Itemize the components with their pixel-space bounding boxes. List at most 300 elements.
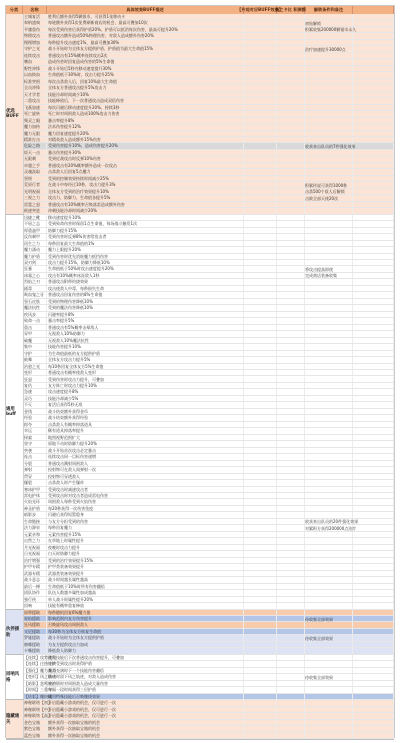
- unlock-condition-cell: [305, 532, 353, 537]
- buff-name: 金钱: [23, 409, 47, 414]
- buff-name: 破魔: [23, 338, 47, 343]
- limit-cell: [277, 137, 305, 142]
- extra-cell: [353, 532, 394, 537]
- limit-cell: [277, 402, 305, 407]
- extra-cell: [353, 221, 394, 226]
- appearance-cell: [244, 733, 277, 738]
- unlock-condition-cell: [305, 169, 353, 174]
- extra-cell: [353, 79, 394, 84]
- appearance-cell: [244, 642, 277, 647]
- appearance-cell: [244, 111, 277, 116]
- buff-name: 【连续】攻势激发: [24, 654, 56, 660]
- buff-name: 魔力护盾: [23, 254, 47, 259]
- buff-name: 冰霜之心: [23, 273, 47, 278]
- extra-cell: [353, 312, 394, 317]
- extra-cell: [353, 364, 394, 369]
- appearance-cell: [244, 98, 277, 103]
- buff-name: 天才学者: [23, 92, 47, 97]
- buff-description: 友方阵亡时攻击力提升10%: [47, 383, 244, 388]
- table-header: [6, 6, 394, 14]
- buff-description: 额外获得一次抽取宝箱的机会: [47, 726, 244, 731]
- limit-cell: [277, 318, 305, 323]
- buff-description: 每秒回复魔力: [47, 525, 244, 530]
- buff-description: 击杀敌人后回复5点魔力: [47, 169, 244, 174]
- limit-cell: [277, 53, 305, 58]
- unlock-condition-cell: [305, 137, 353, 142]
- unlock-condition-cell: [305, 487, 353, 492]
- appearance-cell: [244, 241, 277, 246]
- table-row: [6, 124, 394, 130]
- buff-name: 蓝色宝箱: [23, 733, 47, 738]
- extra-cell: [353, 189, 394, 194]
- limit-cell: [277, 610, 305, 615]
- limit-cell: [277, 46, 305, 51]
- buff-name: 不灭: [23, 402, 47, 407]
- limit-cell: [277, 415, 305, 420]
- buff-description: 稀有道具掉落率提升: [47, 428, 244, 433]
- limit-cell: [277, 661, 305, 666]
- buff-description: 死亡时对周围敌人造成100%攻击力伤害: [47, 111, 244, 116]
- unlock-condition-cell: [305, 461, 353, 466]
- limit-cell: [277, 687, 305, 692]
- unlock-condition-cell: [305, 558, 353, 563]
- buff-description: 胜利后额外获得5颗银币，可获得1张移动卡: [47, 14, 244, 19]
- appearance-cell: [244, 105, 277, 110]
- unlock-condition-cell: [305, 661, 353, 666]
- limit-cell: [277, 312, 305, 317]
- limit-cell: [277, 733, 305, 738]
- appearance-cell: [244, 150, 277, 155]
- limit-cell: [277, 674, 305, 679]
- limit-cell: [277, 493, 305, 498]
- unlock-condition-cell: [305, 131, 353, 136]
- extra-cell: [353, 105, 394, 110]
- buff-description: 复活后获得5秒无敌: [47, 402, 244, 407]
- appearance-cell: [244, 648, 277, 653]
- unlock-condition-cell: [305, 506, 353, 511]
- buff-description: 每10秒回复全体友方5%生命值: [47, 364, 244, 369]
- appearance-cell: [244, 435, 277, 440]
- appearance-cell: [244, 610, 277, 615]
- buff-name: 月光祝福: [23, 545, 47, 550]
- buff-name: 火焰光环: [23, 499, 47, 504]
- extra-cell: [353, 674, 394, 679]
- unlock-condition-cell: [305, 105, 353, 110]
- buff-name: 灵巧: [23, 396, 47, 401]
- limit-cell: [277, 655, 305, 660]
- unlock-condition-cell: [305, 454, 353, 459]
- buff-description: 受到攻击时减速攻击者: [47, 487, 244, 492]
- limit-cell: [277, 389, 305, 394]
- buff-description: 在战斗中每经过10秒，攻击力提升3%: [47, 182, 244, 187]
- unlock-condition-cell: [305, 493, 353, 498]
- buff-name: 经验: [23, 415, 47, 420]
- unlock-condition-cell: [305, 707, 353, 712]
- appearance-cell: [244, 299, 277, 304]
- buff-description: 额外获得一次抽取宝箱的机会: [47, 720, 244, 725]
- unlock-condition-cell: [305, 415, 353, 420]
- buff-name: 卓越之手: [23, 163, 47, 168]
- appearance-cell: [244, 143, 277, 148]
- buff-description: 与友方分担受到的伤害: [47, 519, 244, 524]
- extra-cell: [353, 72, 394, 77]
- buff-description: 普通攻击有概率使敌人变形: [47, 370, 244, 375]
- buff-description: 连续攻击同一目标伤害递增: [47, 454, 244, 459]
- appearance-cell: [244, 448, 277, 453]
- buff-name: 急速: [23, 389, 47, 394]
- limit-cell: [277, 707, 305, 712]
- unlock-note: 收获来自队员的20件强化效果: [305, 519, 359, 525]
- category-label: 伙伴援助: [6, 610, 24, 655]
- extra-cell: [353, 215, 394, 220]
- extra-cell: [353, 292, 394, 297]
- buff-description: 技能释放后，下一次普通攻击造成双倍伤害: [47, 98, 244, 103]
- category-label: 隐藏通关: [6, 700, 24, 739]
- buff-name: 分裂: [23, 461, 47, 466]
- extra-cell: [353, 435, 394, 440]
- appearance-cell: [244, 163, 277, 168]
- buff-description: 影响范围内友方伤害提升: [47, 616, 244, 621]
- buff-name: 护甲专精: [23, 564, 47, 569]
- buff-description: 攻击有10%概率冰冻敌人1秒: [47, 273, 244, 278]
- buff-name: 紫色宝箱: [23, 726, 47, 731]
- extra-cell: [353, 487, 394, 492]
- limit-cell: [277, 461, 305, 466]
- buff-description: 魔力回复速度提升20%: [47, 131, 244, 136]
- extra-cell: [353, 402, 394, 407]
- buff-description: 额外获得一次抽取宝箱的机会: [47, 733, 244, 738]
- extra-cell: [353, 571, 394, 576]
- buff-name: 【暗影】悲鸣守护: [24, 680, 56, 686]
- buff-description: 法术伤害提升12%: [47, 124, 244, 129]
- appearance-cell: [244, 571, 277, 576]
- unlock-condition-cell: [305, 441, 353, 446]
- unlock-condition-cell: [305, 92, 353, 97]
- buff-name: 危险之路: [23, 143, 47, 148]
- buff-name: 自然之力: [23, 538, 47, 543]
- table-row: [6, 551, 394, 557]
- extra-cell: [353, 622, 394, 627]
- appearance-cell: [244, 700, 277, 705]
- limit-cell: [277, 370, 305, 375]
- appearance-cell: [244, 124, 277, 129]
- extra-cell: [353, 603, 394, 608]
- extra-cell: [353, 20, 394, 25]
- buff-description: 夜晚时攻击力提升: [47, 545, 244, 550]
- buff-name: 独行侠: [23, 597, 47, 602]
- extra-cell: [353, 111, 394, 116]
- extra-cell: [353, 370, 394, 375]
- unlock-condition-cell: [305, 545, 353, 550]
- limit-cell: [277, 474, 305, 479]
- unlock-condition-cell: [305, 299, 353, 304]
- limit-cell: [277, 202, 305, 207]
- buff-description: 受到的魔法伤害降低10%: [47, 305, 244, 310]
- appearance-cell: [244, 622, 277, 627]
- header-extra: [353, 6, 394, 14]
- buff-name: 主城复活: [23, 14, 47, 19]
- buff-description: 受到致命伤害时保留1点生命值，每场战斗触发1次: [47, 221, 244, 226]
- appearance-cell: [244, 441, 277, 446]
- extra-cell: [353, 351, 394, 356]
- table-row: [6, 622, 394, 628]
- buff-description: 技能冷却时间减少10%: [47, 92, 244, 97]
- appearance-cell: [244, 254, 277, 259]
- unlock-condition-cell: [305, 700, 353, 705]
- unlock-condition-cell: [305, 577, 353, 582]
- buff-name: 突袭: [23, 448, 47, 453]
- buff-name: 【变形】风之轨迹: [24, 674, 56, 680]
- limit-cell: [277, 169, 305, 174]
- buff-name: 罗娅援助: [23, 635, 47, 640]
- buff-name: 标准突围: [23, 79, 47, 84]
- buff-description: 武器类装备效果提升: [47, 571, 244, 576]
- unlock-condition-cell: [305, 622, 353, 627]
- limit-cell: [277, 357, 305, 362]
- unlock-condition-cell: [305, 279, 353, 284]
- header-category: 分类: [6, 6, 23, 14]
- buff-name: 无限刺: [23, 156, 47, 161]
- extra-cell: [353, 234, 394, 239]
- unlock-condition-cell: [305, 202, 353, 207]
- limit-cell: [277, 195, 305, 200]
- appearance-cell: [244, 260, 277, 265]
- buff-description: 普通攻击附带灼烧效果: [47, 279, 244, 284]
- buff-description: 魔力充满时下一个技能伤害翻倍: [47, 668, 244, 673]
- unlock-condition-cell: [305, 98, 353, 103]
- appearance-cell: [244, 195, 277, 200]
- buff-description: 单人战斗时属性提升20%: [47, 597, 244, 602]
- buff-name: 爆裂: [23, 480, 47, 485]
- extra-cell: [353, 668, 394, 673]
- buff-description: 为生命值最低的友方提供护盾: [47, 351, 244, 356]
- buff-description: 生命值低于50%时攻击速度提升20%: [47, 266, 244, 271]
- buff-description: 普通攻击有20%概率额外造成一次攻击: [47, 163, 244, 168]
- buff-name: 烈焰之刃: [23, 279, 47, 284]
- unlock-condition-cell: [305, 597, 353, 602]
- limit-cell: [277, 642, 305, 647]
- extra-cell: [353, 241, 394, 246]
- limit-cell: [277, 124, 305, 129]
- unlock-note: 击杀500个敌人后解锁: [305, 189, 345, 195]
- extra-cell: [353, 118, 394, 123]
- buff-name: 最后一搏: [23, 584, 47, 589]
- appearance-cell: [244, 182, 277, 187]
- unlock-note: 击败全部天使20次: [305, 195, 339, 201]
- unlock-condition-cell: [305, 564, 353, 569]
- limit-cell: [277, 648, 305, 653]
- buff-name: 聚灵之眼: [23, 118, 47, 123]
- limit-cell: [277, 448, 305, 453]
- extra-cell: [353, 396, 394, 401]
- appearance-cell: [244, 312, 277, 317]
- buff-name: 魔力涌动: [23, 247, 47, 252]
- unlock-condition-cell: [305, 208, 353, 213]
- limit-cell: [277, 234, 305, 239]
- unlock-condition-cell: [305, 33, 353, 38]
- limit-cell: [277, 713, 305, 718]
- buff-name: 狂风援助: [23, 622, 47, 627]
- buff-description: 闪避后获得短暂隐身: [47, 512, 244, 517]
- appearance-cell: [244, 14, 277, 19]
- buff-name: 光明祝福: [23, 189, 47, 194]
- extra-cell: [353, 661, 394, 666]
- buff-description: 暴击伤害提升30%: [47, 150, 244, 155]
- buff-name: 连击: [23, 454, 47, 459]
- limit-cell: [277, 66, 305, 71]
- appearance-cell: [244, 389, 277, 394]
- unlock-note: 初始解锁: [305, 20, 321, 26]
- buff-name: 神圣护盾: [23, 506, 47, 511]
- extra-cell: [353, 46, 394, 51]
- appearance-cell: [244, 66, 277, 71]
- limit-cell: [277, 260, 305, 265]
- buff-name: 物理攻击: [23, 33, 47, 38]
- extra-cell: [353, 551, 394, 556]
- buff-name: 魔力加持: [23, 124, 47, 129]
- buff-name: 战斗意志: [23, 577, 47, 582]
- buff-name: 坚守: [23, 441, 47, 446]
- limit-cell: [277, 241, 305, 246]
- limit-cell: [277, 59, 305, 64]
- unlock-condition-cell: [305, 156, 353, 161]
- appearance-cell: [244, 726, 277, 731]
- appearance-cell: [244, 597, 277, 602]
- appearance-cell: [244, 234, 277, 239]
- extra-cell: [353, 131, 394, 136]
- buff-name: 疾风步: [23, 312, 47, 317]
- unlock-condition-cell: [305, 655, 353, 660]
- limit-cell: [277, 208, 305, 213]
- buff-description: 全体友方攻击力提升5%: [47, 357, 244, 362]
- extra-cell: [353, 137, 394, 142]
- extra-cell: [353, 247, 394, 252]
- unlock-condition-cell: [305, 66, 353, 71]
- appearance-cell: [244, 344, 277, 349]
- buff-name: 慢慢增加: [23, 40, 47, 45]
- buff-description: 攻击速度提升8%: [47, 389, 244, 394]
- extra-cell: [353, 597, 394, 602]
- appearance-cell: [244, 474, 277, 479]
- unlock-condition-cell: [305, 79, 353, 84]
- extra-cell: [353, 629, 394, 634]
- buff-description: 无视敌人10%防御力: [47, 331, 244, 336]
- limit-cell: [277, 681, 305, 686]
- buff-name: 【时间】三重守: [24, 687, 52, 693]
- appearance-cell: [244, 584, 277, 589]
- limit-cell: [277, 286, 305, 291]
- table-row: [6, 169, 394, 175]
- extra-cell: [353, 733, 394, 738]
- buff-description: 在草地上时属性提升: [47, 538, 244, 543]
- extra-cell: [353, 726, 394, 731]
- extra-cell: [353, 33, 394, 38]
- table-row: [6, 279, 394, 285]
- unlock-condition-cell: [305, 292, 353, 297]
- limit-cell: [277, 20, 305, 25]
- table-row: [6, 687, 394, 693]
- appearance-cell: [244, 493, 277, 498]
- buff-name: 吸血鬼之牙: [23, 292, 47, 297]
- buff-table: [5, 5, 395, 738]
- limit-cell: [277, 92, 305, 97]
- buff-description: 闪避率提升8%: [47, 312, 244, 317]
- limit-cell: [277, 40, 305, 45]
- buff-name: 奉纳盛典: [23, 20, 47, 25]
- unlock-condition-cell: [305, 629, 353, 634]
- category-label: 通用buff: [6, 215, 24, 610]
- extra-cell: [353, 461, 394, 466]
- buff-description: 战斗结束额外获得经验: [47, 415, 244, 420]
- buff-name: 重击: [23, 325, 47, 330]
- buff-name: 弹射: [23, 467, 47, 472]
- limit-cell: [277, 428, 305, 433]
- limit-cell: [277, 351, 305, 356]
- unlock-condition-cell: [305, 435, 353, 440]
- buff-name: 幸运: [23, 428, 47, 433]
- appearance-cell: [244, 512, 277, 517]
- buff-name: 守护之光: [23, 46, 47, 51]
- limit-cell: [277, 396, 305, 401]
- appearance-cell: [244, 558, 277, 563]
- extra-cell: [353, 169, 394, 174]
- extra-cell: [353, 40, 394, 45]
- appearance-cell: [244, 655, 277, 660]
- unlock-condition-cell: [305, 286, 353, 291]
- appearance-cell: [244, 189, 277, 194]
- appearance-cell: [244, 59, 277, 64]
- extra-cell: [353, 195, 394, 200]
- extra-cell: [353, 707, 394, 712]
- buff-description: 每次受到伤害后获得护盾20%，护盾可以抵消每次伤害，最高可提升20%: [47, 27, 244, 32]
- extra-cell: [353, 499, 394, 504]
- limit-cell: [277, 292, 305, 297]
- appearance-cell: [244, 461, 277, 466]
- appearance-cell: [244, 208, 277, 213]
- buff-name: 魔法抗性: [23, 305, 47, 310]
- limit-cell: [277, 266, 305, 271]
- limit-cell: [277, 163, 305, 168]
- buff-name: 双刃剑: [23, 260, 47, 265]
- unlock-condition-cell: [305, 428, 353, 433]
- unlock-note: 对累积方获得200000点治疗: [305, 525, 357, 531]
- appearance-cell: [244, 707, 277, 712]
- unlock-note: 收获来自队员的7件强化效果: [305, 143, 356, 149]
- limit-cell: [277, 305, 305, 310]
- buff-description: 受到的物理伤害降低10%: [47, 299, 244, 304]
- buff-description: 战斗开始后5秒内移动速度提升30%: [47, 66, 244, 71]
- limit-cell: [277, 105, 305, 110]
- table-row: [6, 98, 394, 104]
- extra-cell: [353, 713, 394, 718]
- limit-cell: [277, 189, 305, 194]
- unlock-condition-cell: [305, 448, 353, 453]
- limit-cell: [277, 532, 305, 537]
- limit-cell: [277, 143, 305, 148]
- appearance-cell: [244, 357, 277, 362]
- buff-description: 每秒提升攻击速度1%，最高可叠加30%: [47, 40, 244, 45]
- buff-description: 战斗时间越长属性越高: [47, 577, 244, 582]
- unlock-condition-cell: [305, 409, 353, 414]
- buff-name: 荒原行者: [23, 182, 47, 187]
- extra-cell: [353, 642, 394, 647]
- limit-cell: [277, 441, 305, 446]
- appearance-cell: [244, 46, 277, 51]
- unlock-condition-cell: [305, 351, 353, 356]
- limit-cell: [277, 584, 305, 589]
- unlock-condition-cell: [305, 318, 353, 323]
- appearance-cell: [244, 383, 277, 388]
